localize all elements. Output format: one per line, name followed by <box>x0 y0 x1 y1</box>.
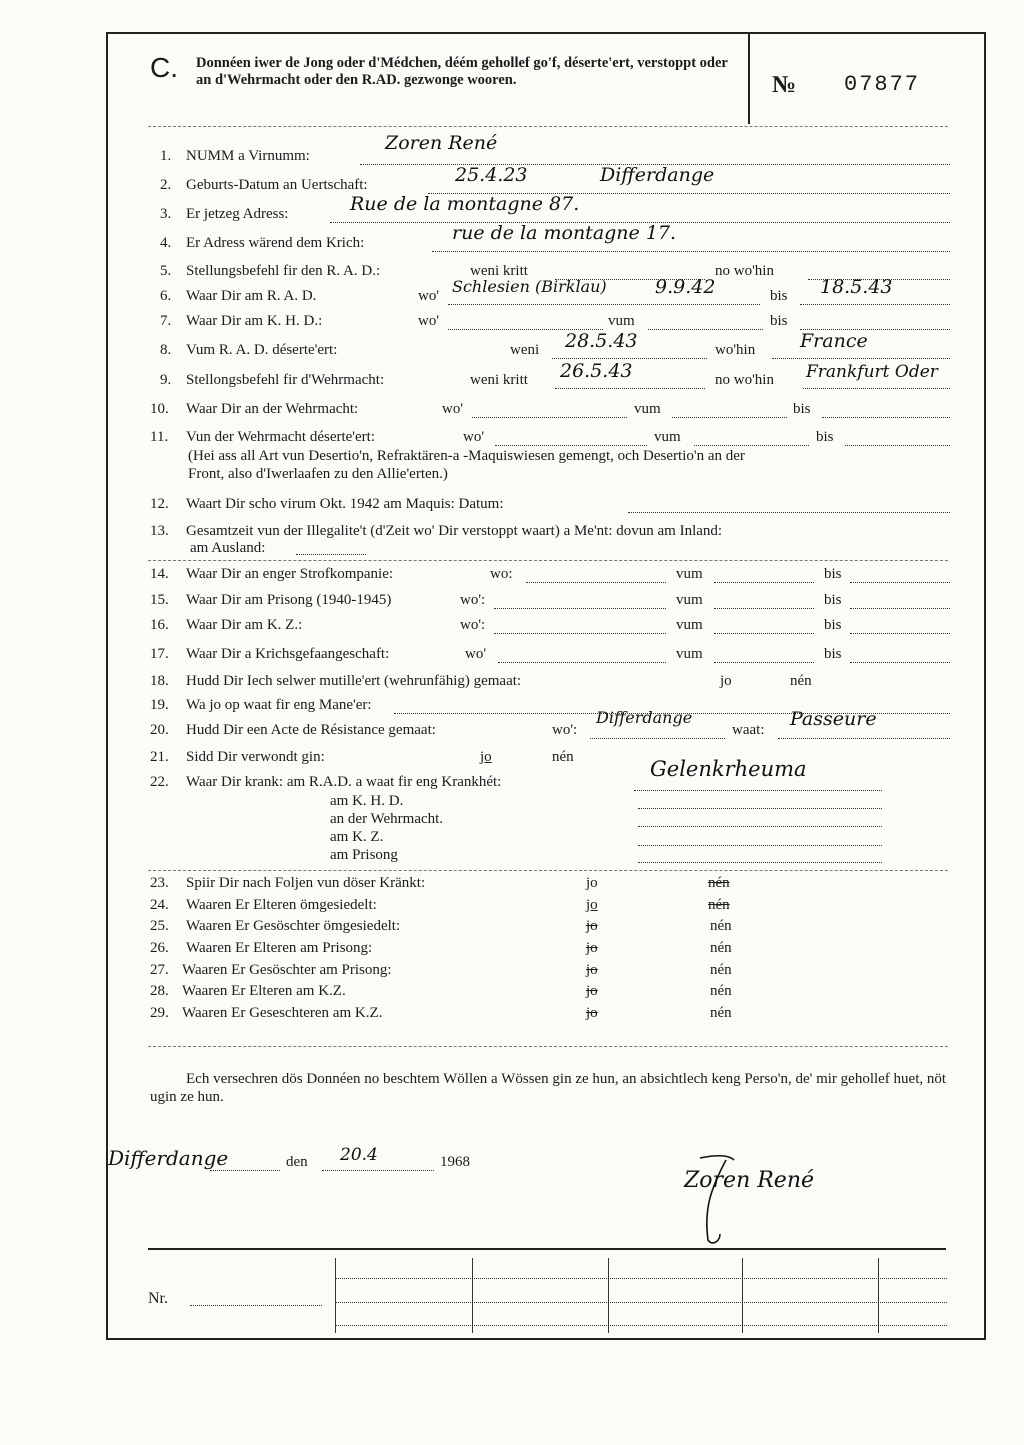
header-rule <box>148 126 948 127</box>
row-label: Waar Dir am R. A. D. <box>186 288 317 304</box>
fill-line <box>494 608 666 609</box>
fill-line <box>210 1170 280 1171</box>
fill-line <box>448 304 760 305</box>
row-label: Geburts-Datum an Uertschaft: <box>186 177 368 193</box>
fill-line <box>694 445 809 446</box>
option-jo: jo <box>586 1005 598 1021</box>
row-number: 19. <box>150 697 169 713</box>
field-label: wo' <box>418 288 440 304</box>
option-nen: nén <box>710 1005 732 1021</box>
row-number: 3. <box>160 206 172 222</box>
field-label: bis <box>824 592 842 608</box>
row-number: 20. <box>150 722 169 738</box>
fill-line <box>638 845 882 846</box>
field-label: wo': <box>460 617 486 633</box>
handwritten-illness: Gelenkrheuma <box>650 757 807 781</box>
section-rule <box>148 1046 948 1047</box>
field-label: wo': <box>460 592 486 608</box>
field-label: weni <box>510 342 540 358</box>
field-label: vum <box>654 429 681 445</box>
row-label: Vun der Wehrmacht déserte'ert: <box>186 429 375 445</box>
row-number: 23. <box>150 875 169 891</box>
field-label: no wo'hin <box>715 372 774 388</box>
field-label: bis <box>770 313 788 329</box>
row-label: Er Adress wärend dem Krich: <box>186 235 365 251</box>
row-label: am Ausland: <box>190 540 266 556</box>
nr-label: Nr. <box>148 1290 168 1307</box>
row-number: 7. <box>160 313 172 329</box>
grid-line <box>335 1278 947 1279</box>
handwritten-place: Schlesien (Birklau) <box>452 277 607 296</box>
row-label: Gesamtzeit vun der Illegalite't (d'Zeit wo' Dir verstoppt waart) a Me'nt: dovun am Inland: <box>186 523 723 539</box>
row-number: 6. <box>160 288 172 304</box>
grid-line <box>335 1302 947 1303</box>
handwritten-date: 26.5.43 <box>560 360 633 382</box>
row-number: 13. <box>150 523 169 539</box>
row-label: Waar Dir a Krichsgefaangeschaft: <box>186 646 390 662</box>
field-label: wo: <box>490 566 513 582</box>
handwritten-name: Zoren René <box>385 132 498 154</box>
row-number: 5. <box>160 263 172 279</box>
row-number: 29. <box>150 1005 169 1021</box>
fill-line <box>322 1170 434 1171</box>
row-number: 22. <box>150 774 169 790</box>
handwritten-destination: France <box>800 330 868 352</box>
row-label: Waar Dir an enger Strofkompanie: <box>186 566 394 582</box>
handwritten-address: Rue de la montagne 87. <box>350 193 580 215</box>
fill-line <box>845 445 950 446</box>
option-nen: nén <box>710 918 732 934</box>
field-label: vum <box>676 617 703 633</box>
field-label: wo' <box>442 401 464 417</box>
field-label: weni kritt <box>470 263 528 279</box>
fill-line <box>552 358 707 359</box>
option-jo: jo <box>586 897 598 913</box>
field-label: vum <box>608 313 635 329</box>
row-label: Waaren Er Geseschteren am K.Z. <box>182 1005 383 1021</box>
row-number: 2. <box>160 177 172 193</box>
fill-line <box>432 251 950 252</box>
option-nen: nén <box>710 983 732 999</box>
box-divider <box>335 1258 336 1333</box>
fill-line <box>822 417 950 418</box>
handwritten-birthplace: Differdange <box>600 164 715 186</box>
fill-line <box>800 304 950 305</box>
fill-line <box>638 862 882 863</box>
number-label: № <box>772 72 797 98</box>
fill-line <box>494 633 666 634</box>
fill-line <box>850 582 950 583</box>
field-label: bis <box>824 566 842 582</box>
option-nen: nén <box>710 962 732 978</box>
fill-line <box>772 358 950 359</box>
row-number: 16. <box>150 617 169 633</box>
row-number: 21. <box>150 749 169 765</box>
option-jo: jo <box>586 875 598 891</box>
fill-line <box>714 633 814 634</box>
row-label: am Prisong <box>330 847 398 863</box>
field-label: weni kritt <box>470 372 528 388</box>
signature-stroke <box>690 1150 750 1250</box>
fill-line <box>634 790 882 791</box>
row-number: 18. <box>150 673 169 689</box>
row-label: Stellongsbefehl fir d'Wehrmacht: <box>186 372 385 388</box>
grid-line <box>335 1325 947 1326</box>
row-label: Vum R. A. D. déserte'ert: <box>186 342 338 358</box>
row-number: 28. <box>150 983 169 999</box>
section-rule <box>148 560 948 561</box>
fill-line <box>526 582 666 583</box>
fill-line <box>778 738 950 739</box>
option-jo: jo <box>586 918 598 934</box>
row-number: 27. <box>150 962 169 978</box>
fill-line <box>638 826 882 827</box>
handwritten-place: Differdange <box>108 1146 229 1170</box>
row-number: 26. <box>150 940 169 956</box>
row-number: 8. <box>160 342 172 358</box>
row-label: NUMM a Virnumm: <box>186 148 310 164</box>
note-line: (Hei ass all Art vun Desertio'n, Refraktären-a -Maquiswiesen gemengt, och Desertio'n an der <box>188 448 745 464</box>
row-number: 24. <box>150 897 169 913</box>
field-label: bis <box>793 401 811 417</box>
row-label: Hudd Dir een Acte de Résistance gemaat: <box>186 722 436 738</box>
option-jo: jo <box>480 749 492 765</box>
fill-line <box>803 388 950 389</box>
fill-line <box>850 608 950 609</box>
row-label: Er jetzeg Adress: <box>186 206 289 222</box>
fill-line <box>628 512 950 513</box>
row-number: 25. <box>150 918 169 934</box>
row-label: Waaren Er Gesöschter am Prisong: <box>182 962 392 978</box>
option-nen: nén <box>708 875 730 891</box>
row-label: Waaren Er Elteren am Prisong: <box>186 940 373 956</box>
fill-line <box>672 417 787 418</box>
field-label: bis <box>824 617 842 633</box>
field-label: no wo'hin <box>715 263 774 279</box>
fill-line <box>714 582 814 583</box>
field-label: waat: <box>732 722 765 738</box>
fill-line <box>638 808 882 809</box>
handwritten-birthdate: 25.4.23 <box>455 164 528 186</box>
field-label: wo' <box>418 313 440 329</box>
field-label: vum <box>676 646 703 662</box>
row-label: Waar Dir an der Wehrmacht: <box>186 401 359 417</box>
field-label: bis <box>816 429 834 445</box>
handwritten-date: 20.4 <box>340 1145 378 1165</box>
row-label: Wa jo op waat fir eng Mane'er: <box>186 697 372 713</box>
handwritten-activity: Passeure <box>790 708 877 730</box>
bottom-box <box>148 1248 946 1332</box>
fill-line <box>590 738 725 739</box>
box-divider <box>608 1258 609 1333</box>
option-jo: jo <box>586 983 598 999</box>
option-nen: nén <box>552 749 574 765</box>
field-label: vum <box>676 566 703 582</box>
handwritten-date: 28.5.43 <box>565 330 638 352</box>
fill-line <box>498 662 666 663</box>
section-rule <box>148 870 948 871</box>
row-label: Waar Dir am K. Z.: <box>186 617 303 633</box>
row-label: Waaren Er Gesöschter ömgesiedelt: <box>186 918 401 934</box>
fill-line <box>555 388 705 389</box>
handwritten-place: Differdange <box>596 708 693 727</box>
handwritten-destination: Frankfurt Oder <box>806 362 938 382</box>
declaration-text: Ech versechren dös Donnéen no beschtem Wöllen a Wössen gin ze hun, an absichtlech keng Perso'n, de' mir gehollef huet, nöt ugin ze hun. <box>150 1071 947 1105</box>
field-label: vum <box>676 592 703 608</box>
fill-line <box>714 662 814 663</box>
form-number: 07877 <box>844 72 921 97</box>
row-label: am K. Z. <box>330 829 384 845</box>
row-number: 10. <box>150 401 169 417</box>
field-label: wo' <box>463 429 485 445</box>
row-label: Waaren Er Elteren am K.Z. <box>182 983 346 999</box>
box-divider <box>742 1258 743 1333</box>
row-number: 4. <box>160 235 172 251</box>
option-jo: jo <box>586 940 598 956</box>
row-label: Hudd Dir Iech selwer mutille'ert (wehrunfähig) gemaat: <box>186 673 522 689</box>
fill-line <box>850 633 950 634</box>
row-label: Waar Dir krank: am R.A.D. a waat fir eng Krankhét: <box>186 774 502 790</box>
signature: Zoren René <box>684 1168 815 1193</box>
header-separator <box>748 34 750 124</box>
row-number: 14. <box>150 566 169 582</box>
field-label: wo' <box>465 646 487 662</box>
row-label: Stellungsbefehl fir den R. A. D.: <box>186 263 381 279</box>
row-number: 1. <box>160 148 172 164</box>
section-letter: C. <box>150 52 178 83</box>
field-label: wo'hin <box>715 342 756 358</box>
row-label: Spiir Dir nach Foljen vun döser Kränkt: <box>186 875 426 891</box>
handwritten-war-address: rue de la montagne 17. <box>452 222 677 244</box>
handwritten-date: 9.9.42 <box>655 276 716 298</box>
box-divider <box>878 1258 879 1333</box>
row-label: Waart Dir scho virum Okt. 1942 am Maquis: Datum: <box>186 496 504 512</box>
box-divider <box>472 1258 473 1333</box>
fill-line <box>296 554 366 555</box>
option-nen: nén <box>708 897 730 913</box>
fill-line <box>714 608 814 609</box>
option-nen: nén <box>790 673 812 689</box>
fill-line <box>850 662 950 663</box>
row-label: Waar Dir am K. H. D.: <box>186 313 323 329</box>
field-label: bis <box>824 646 842 662</box>
row-number: 11. <box>150 429 169 445</box>
fill-line <box>495 445 647 446</box>
field-label: wo': <box>552 722 578 738</box>
field-label: bis <box>770 288 788 304</box>
row-number: 15. <box>150 592 169 608</box>
year-label: 1968 <box>440 1154 470 1170</box>
row-label: Waaren Er Elteren ömgesiedelt: <box>186 897 377 913</box>
row-number: 17. <box>150 646 169 662</box>
fill-line <box>190 1305 322 1306</box>
row-number: 9. <box>160 372 172 388</box>
handwritten-date: 18.5.43 <box>820 276 893 298</box>
section-title: Donnéen iwer de Jong oder d'Médchen, déém gehollef go'f, déserte'ert, verstoppt oder an d'Wehrmacht oder den R.AD. gezwonge wooren. <box>196 55 728 88</box>
field-label: vum <box>634 401 661 417</box>
row-label: an der Wehrmacht. <box>330 811 444 827</box>
den-label: den <box>286 1154 308 1170</box>
note-line: Front, also d'Iwerlaafen zu den Allie'erten.) <box>188 466 448 482</box>
fill-line <box>472 417 627 418</box>
option-nen: nén <box>710 940 732 956</box>
row-label: Sidd Dir verwondt gin: <box>186 749 325 765</box>
row-label: Waar Dir am Prisong (1940-1945) <box>186 592 392 608</box>
option-jo: jo <box>586 962 598 978</box>
row-label: am K. H. D. <box>330 793 404 809</box>
row-number: 12. <box>150 496 169 512</box>
option-jo: jo <box>720 673 732 689</box>
fill-line <box>648 329 763 330</box>
